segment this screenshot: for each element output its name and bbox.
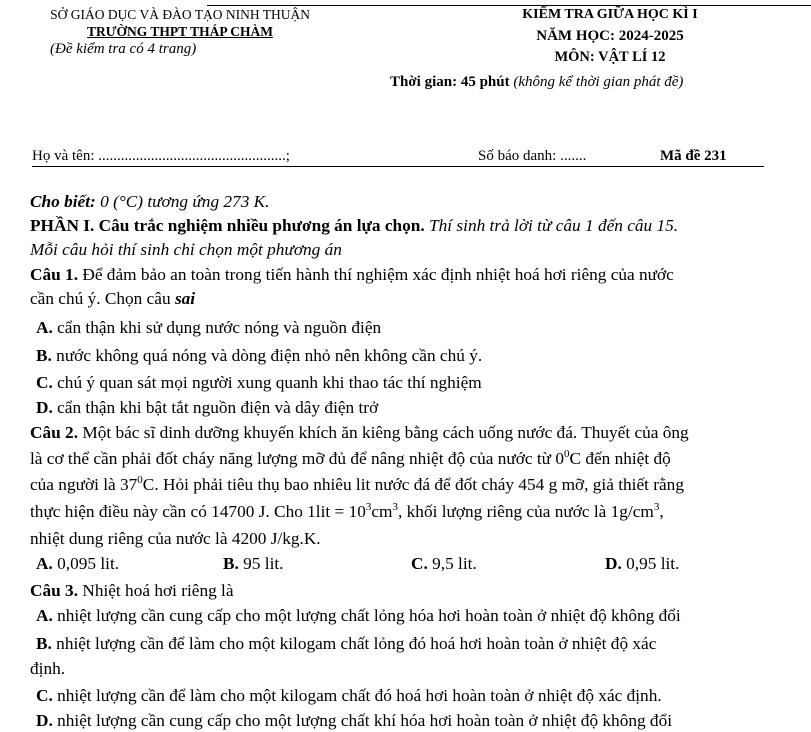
q1-option-b-text: nước không quá nóng và dòng điện nhỏ nên không cần chú ý. bbox=[51, 346, 483, 365]
name-label: Họ và tên: bbox=[32, 148, 99, 164]
given-label: Cho biết: bbox=[30, 192, 96, 211]
q2-option-d[interactable] bbox=[605, 554, 679, 574]
q2-line1 bbox=[30, 421, 689, 445]
q1-option-a[interactable] bbox=[36, 318, 381, 338]
q2-option-b-text: 95 lit. bbox=[238, 554, 284, 573]
q2-line5 bbox=[30, 527, 321, 551]
id-blank[interactable]: ....... bbox=[560, 148, 587, 164]
part1-instruction2 bbox=[30, 238, 342, 262]
q2-option-a-text: 0,095 lit. bbox=[52, 554, 120, 573]
q2-option-b[interactable] bbox=[223, 554, 284, 574]
given-line bbox=[30, 190, 270, 214]
part1-instruction2-text: Mỗi câu hỏi thí sinh chỉ chọn một phương án bbox=[30, 240, 342, 259]
q2-text4d: , bbox=[659, 502, 664, 521]
q2-sup2: 0 bbox=[563, 448, 570, 460]
q2-option-c-text: 9,5 lit. bbox=[427, 554, 477, 573]
q1-text2: cần chú ý. Chọn câu bbox=[30, 289, 175, 308]
q2-line4 bbox=[30, 500, 664, 524]
q2-text4c: , khối lượng riêng của nước là 1g/cm bbox=[398, 502, 654, 521]
q2-line3 bbox=[30, 473, 684, 497]
name-field[interactable] bbox=[32, 148, 290, 165]
q1-option-d-text: cẩn thận khi bật tắt nguồn điện và dây điện trở bbox=[52, 398, 379, 417]
part1-instruction: Thí sinh trả lời từ câu 1 đến câu 15. bbox=[424, 216, 679, 235]
q2-number: Câu 2. bbox=[30, 423, 79, 442]
q1-option-c-text: chú ý quan sát mọi người xung quanh khi thao tác thí nghiệm bbox=[52, 373, 482, 392]
header-left bbox=[30, 6, 330, 58]
q2-text2b: C đến nhiệt độ bbox=[569, 449, 671, 468]
q3-text1: Nhiệt hoá hơi riêng là bbox=[78, 581, 234, 600]
q3-option-c-text: nhiệt lượng cần để làm cho một kilogam chất đó hoá hơi hoàn toàn ở nhiệt độ xác định. bbox=[52, 686, 662, 705]
q2-text3a: của người là 37 bbox=[30, 475, 138, 494]
q3-number: Câu 3. bbox=[30, 581, 79, 600]
time-line bbox=[390, 74, 683, 91]
q3-option-c[interactable] bbox=[36, 686, 662, 706]
q1-option-a-key: A. bbox=[36, 318, 53, 337]
q2-sup4a: 3 bbox=[365, 501, 372, 513]
part1-title: PHẦN I. Câu trắc nghiệm nhiều phương án lựa chọn. bbox=[30, 216, 425, 235]
q3-option-c-key: C. bbox=[36, 686, 53, 705]
q3-option-a-text: nhiệt lượng cần cung cấp cho một lượng chất lỏng hóa hơi hoàn toàn ở nhiệt độ không đổi bbox=[52, 606, 681, 625]
q1-number: Câu 1. bbox=[30, 265, 79, 284]
q2-option-b-key: B. bbox=[223, 554, 239, 573]
q2-option-c-key: C. bbox=[411, 554, 428, 573]
q1-emphasis: sai bbox=[174, 289, 196, 308]
q2-option-d-text: 0,95 lit. bbox=[621, 554, 680, 573]
q2-text4a: thực hiện điều này cần có 14700 J. Cho 1lit = 10 bbox=[30, 502, 366, 521]
part1-heading bbox=[30, 214, 678, 238]
q1-option-d-key: D. bbox=[36, 398, 53, 417]
q2-option-a-key: A. bbox=[36, 554, 53, 573]
q2-text4b: cm bbox=[371, 502, 393, 521]
q3-option-d-text: nhiệt lượng cần cung cấp cho một lượng chất khí hóa hơi hoàn toàn ở nhiệt độ không đổi bbox=[52, 711, 673, 730]
given-text: 0 (°C) tương ứng 273 K. bbox=[95, 192, 270, 211]
q1-line1 bbox=[30, 263, 674, 287]
exam-title: KIỂM TRA GIỮA HỌC KÌ I bbox=[522, 7, 698, 22]
q2-text2a: là cơ thể cần phải đốt cháy năng lượng mỡ đủ để nâng nhiệt độ của nước từ 0 bbox=[30, 449, 564, 468]
q3-option-b[interactable] bbox=[36, 634, 656, 654]
time-label: Thời gian: 45 phút bbox=[390, 74, 510, 90]
q1-option-b[interactable] bbox=[36, 346, 482, 366]
q3-line1 bbox=[30, 579, 234, 603]
q2-option-a[interactable] bbox=[36, 554, 119, 574]
q2-text1: Một bác sĩ dinh dưỡng khuyến khích ăn kiêng bằng cách uống nước đá. Thuyết của ông bbox=[78, 423, 689, 442]
header-right bbox=[440, 6, 780, 66]
q3-option-d[interactable] bbox=[36, 711, 672, 731]
name-blank[interactable]: ..................................................; bbox=[98, 148, 290, 164]
q1-option-b-key: B. bbox=[36, 346, 52, 365]
q3-option-a-key: A. bbox=[36, 606, 53, 625]
q2-option-c[interactable] bbox=[411, 554, 477, 574]
school-name: TRƯỜNG THPT THÁP CHÀM bbox=[87, 24, 273, 39]
q3-option-d-key: D. bbox=[36, 711, 53, 730]
school-year: NĂM HỌC: 2024-2025 bbox=[536, 28, 684, 44]
time-note: (không kể thời gian phát đề) bbox=[513, 74, 684, 90]
q2-option-d-key: D. bbox=[605, 554, 622, 573]
q2-line2 bbox=[30, 447, 671, 471]
q2-sup4b: 3 bbox=[392, 501, 399, 513]
q2-text3b: C. Hỏi phải tiêu thụ bao nhiêu lit nước đá để đốt cháy 454 g mỡ, giả thiết rằng bbox=[142, 475, 684, 494]
department-name: SỞ GIÁO DỤC VÀ ĐÀO TẠO NINH THUẬN bbox=[50, 7, 310, 22]
subject: MÔN: VẬT LÍ 12 bbox=[554, 49, 666, 65]
q2-text5: nhiệt dung riêng của nước là 4200 J/kg.K. bbox=[30, 529, 321, 548]
q2-sup4c: 3 bbox=[653, 501, 660, 513]
q1-option-d[interactable] bbox=[36, 398, 378, 418]
id-field[interactable] bbox=[478, 148, 586, 165]
q1-text1: Để đảm bảo an toàn trong tiến hành thí nghiệm xác định nhiệt hoá hơi riêng của nước bbox=[78, 265, 674, 284]
q3-option-b-text: nhiệt lượng cần để làm cho một kilogam chất lỏng đó hoá hơi hoàn toàn ở nhiệt độ xác bbox=[51, 634, 657, 653]
q1-option-a-text: cẩn thận khi sử dụng nước nóng và nguồn điện bbox=[52, 318, 382, 337]
q2-sup3: 0 bbox=[137, 474, 143, 486]
q1-option-c-key: C. bbox=[36, 373, 53, 392]
id-label: Số báo danh: bbox=[478, 148, 561, 164]
q3-option-b-key: B. bbox=[36, 634, 52, 653]
exam-code: Mã đề 231 bbox=[660, 148, 727, 164]
q1-line2 bbox=[30, 287, 195, 311]
q1-option-c[interactable] bbox=[36, 373, 482, 393]
info-underline bbox=[32, 166, 764, 167]
q3-option-a[interactable] bbox=[36, 606, 681, 626]
q3-option-b-cont: định. bbox=[30, 659, 66, 678]
pages-note: (Đề kiểm tra có 4 trang) bbox=[50, 41, 197, 57]
